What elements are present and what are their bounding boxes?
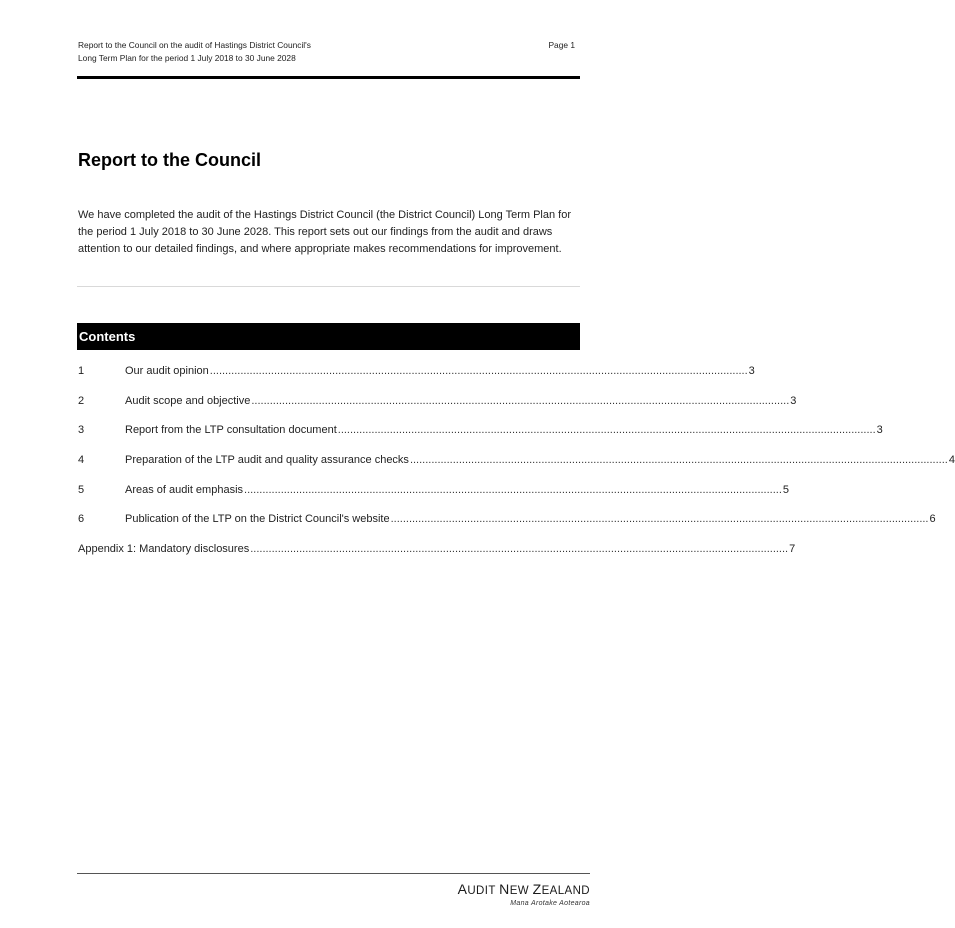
toc-entry-label: Appendix 1: Mandatory disclosures: [78, 543, 250, 556]
toc-entry-page: 3: [876, 424, 883, 437]
toc-entry-number: 4: [78, 454, 85, 467]
logo-initial-a: A: [457, 881, 468, 897]
page-header: [78, 39, 578, 65]
toc-entry-number: 3: [78, 424, 85, 437]
toc-leader-dots: ................................................................................................................................................................................: [409, 454, 948, 467]
toc-entry-page: 4: [948, 454, 955, 467]
toc-leader-dots: ................................................................................................................................................................................: [390, 513, 929, 526]
toc-entry-number: 2: [78, 394, 85, 407]
toc-entry-label: Our audit opinion: [125, 365, 209, 377]
page-number: Page 1: [548, 40, 575, 50]
logo-initial-z: Z: [532, 881, 542, 897]
intro-paragraph: We have completed the audit of the Hastings District Council (the District Council) Long Term Plan for the period 1 July 2018 to 30 June 2028. This report sets out our findings from the audit and draws attention to our detailed findings, and where appropriate makes recommendations for improvement.: [78, 209, 571, 255]
toc-entry-page: 5: [782, 483, 790, 496]
toc-entry-page: 3: [790, 394, 797, 407]
header-divider: [77, 76, 580, 79]
toc-leader-dots: ................................................................................................................................................................................: [244, 483, 782, 496]
toc-entry-6[interactable]: [78, 513, 936, 543]
logo-word-ew: EW: [509, 885, 530, 897]
toc-entry-4[interactable]: [78, 454, 955, 484]
header-title-line2: Long Term Plan for the period 1 July 2018 to 30 June 2028: [78, 53, 296, 63]
toc-entry-label: Areas of audit emphasis: [125, 483, 244, 496]
toc-leader-dots: ................................................................................................................................................................................: [250, 543, 789, 556]
toc-entry-number: 1: [78, 365, 85, 377]
contents-heading: Contents: [77, 323, 580, 350]
section-divider: [77, 286, 580, 287]
toc-entry-number: 6: [78, 513, 85, 526]
footer-divider: [77, 873, 590, 874]
toc-leader-dots: ................................................................................................................................................................................: [209, 365, 748, 377]
toc-entry-label: Preparation of the LTP audit and quality assurance checks: [125, 454, 409, 467]
toc-entry-appendix[interactable]: [78, 543, 796, 573]
toc-entry-label: Report from the LTP consultation document: [125, 424, 337, 437]
logo-word-udit: UDIT: [467, 885, 496, 897]
logo-wordmark: [458, 881, 590, 897]
toc-leader-dots: ................................................................................................................................................................................: [251, 394, 790, 407]
page-title: Report to the Council: [78, 150, 261, 170]
toc-entry-3[interactable]: [78, 424, 883, 454]
toc-entry-5[interactable]: [78, 483, 790, 514]
toc-entry-label: Publication of the LTP on the District Council's website: [125, 513, 390, 526]
toc-entry-page: 3: [748, 365, 755, 377]
toc-entry-1[interactable]: [78, 365, 755, 395]
toc-entry-page: 6: [929, 513, 936, 526]
toc-entry-number: 5: [78, 483, 85, 496]
toc-entry-page: 7: [789, 543, 796, 556]
toc-entry-label: Audit scope and objective: [125, 394, 251, 407]
logo-initial-n: N: [499, 881, 510, 897]
audit-nz-logo: [458, 881, 590, 907]
table-of-contents: [78, 365, 955, 573]
logo-tagline: Mana Arotake Aotearoa: [510, 900, 590, 907]
toc-leader-dots: ................................................................................................................................................................................: [337, 424, 876, 437]
header-title-line1: Report to the Council on the audit of Hastings District Council's: [78, 40, 311, 50]
logo-word-ealand: EALAND: [541, 885, 590, 897]
toc-entry-2[interactable]: [78, 394, 797, 425]
